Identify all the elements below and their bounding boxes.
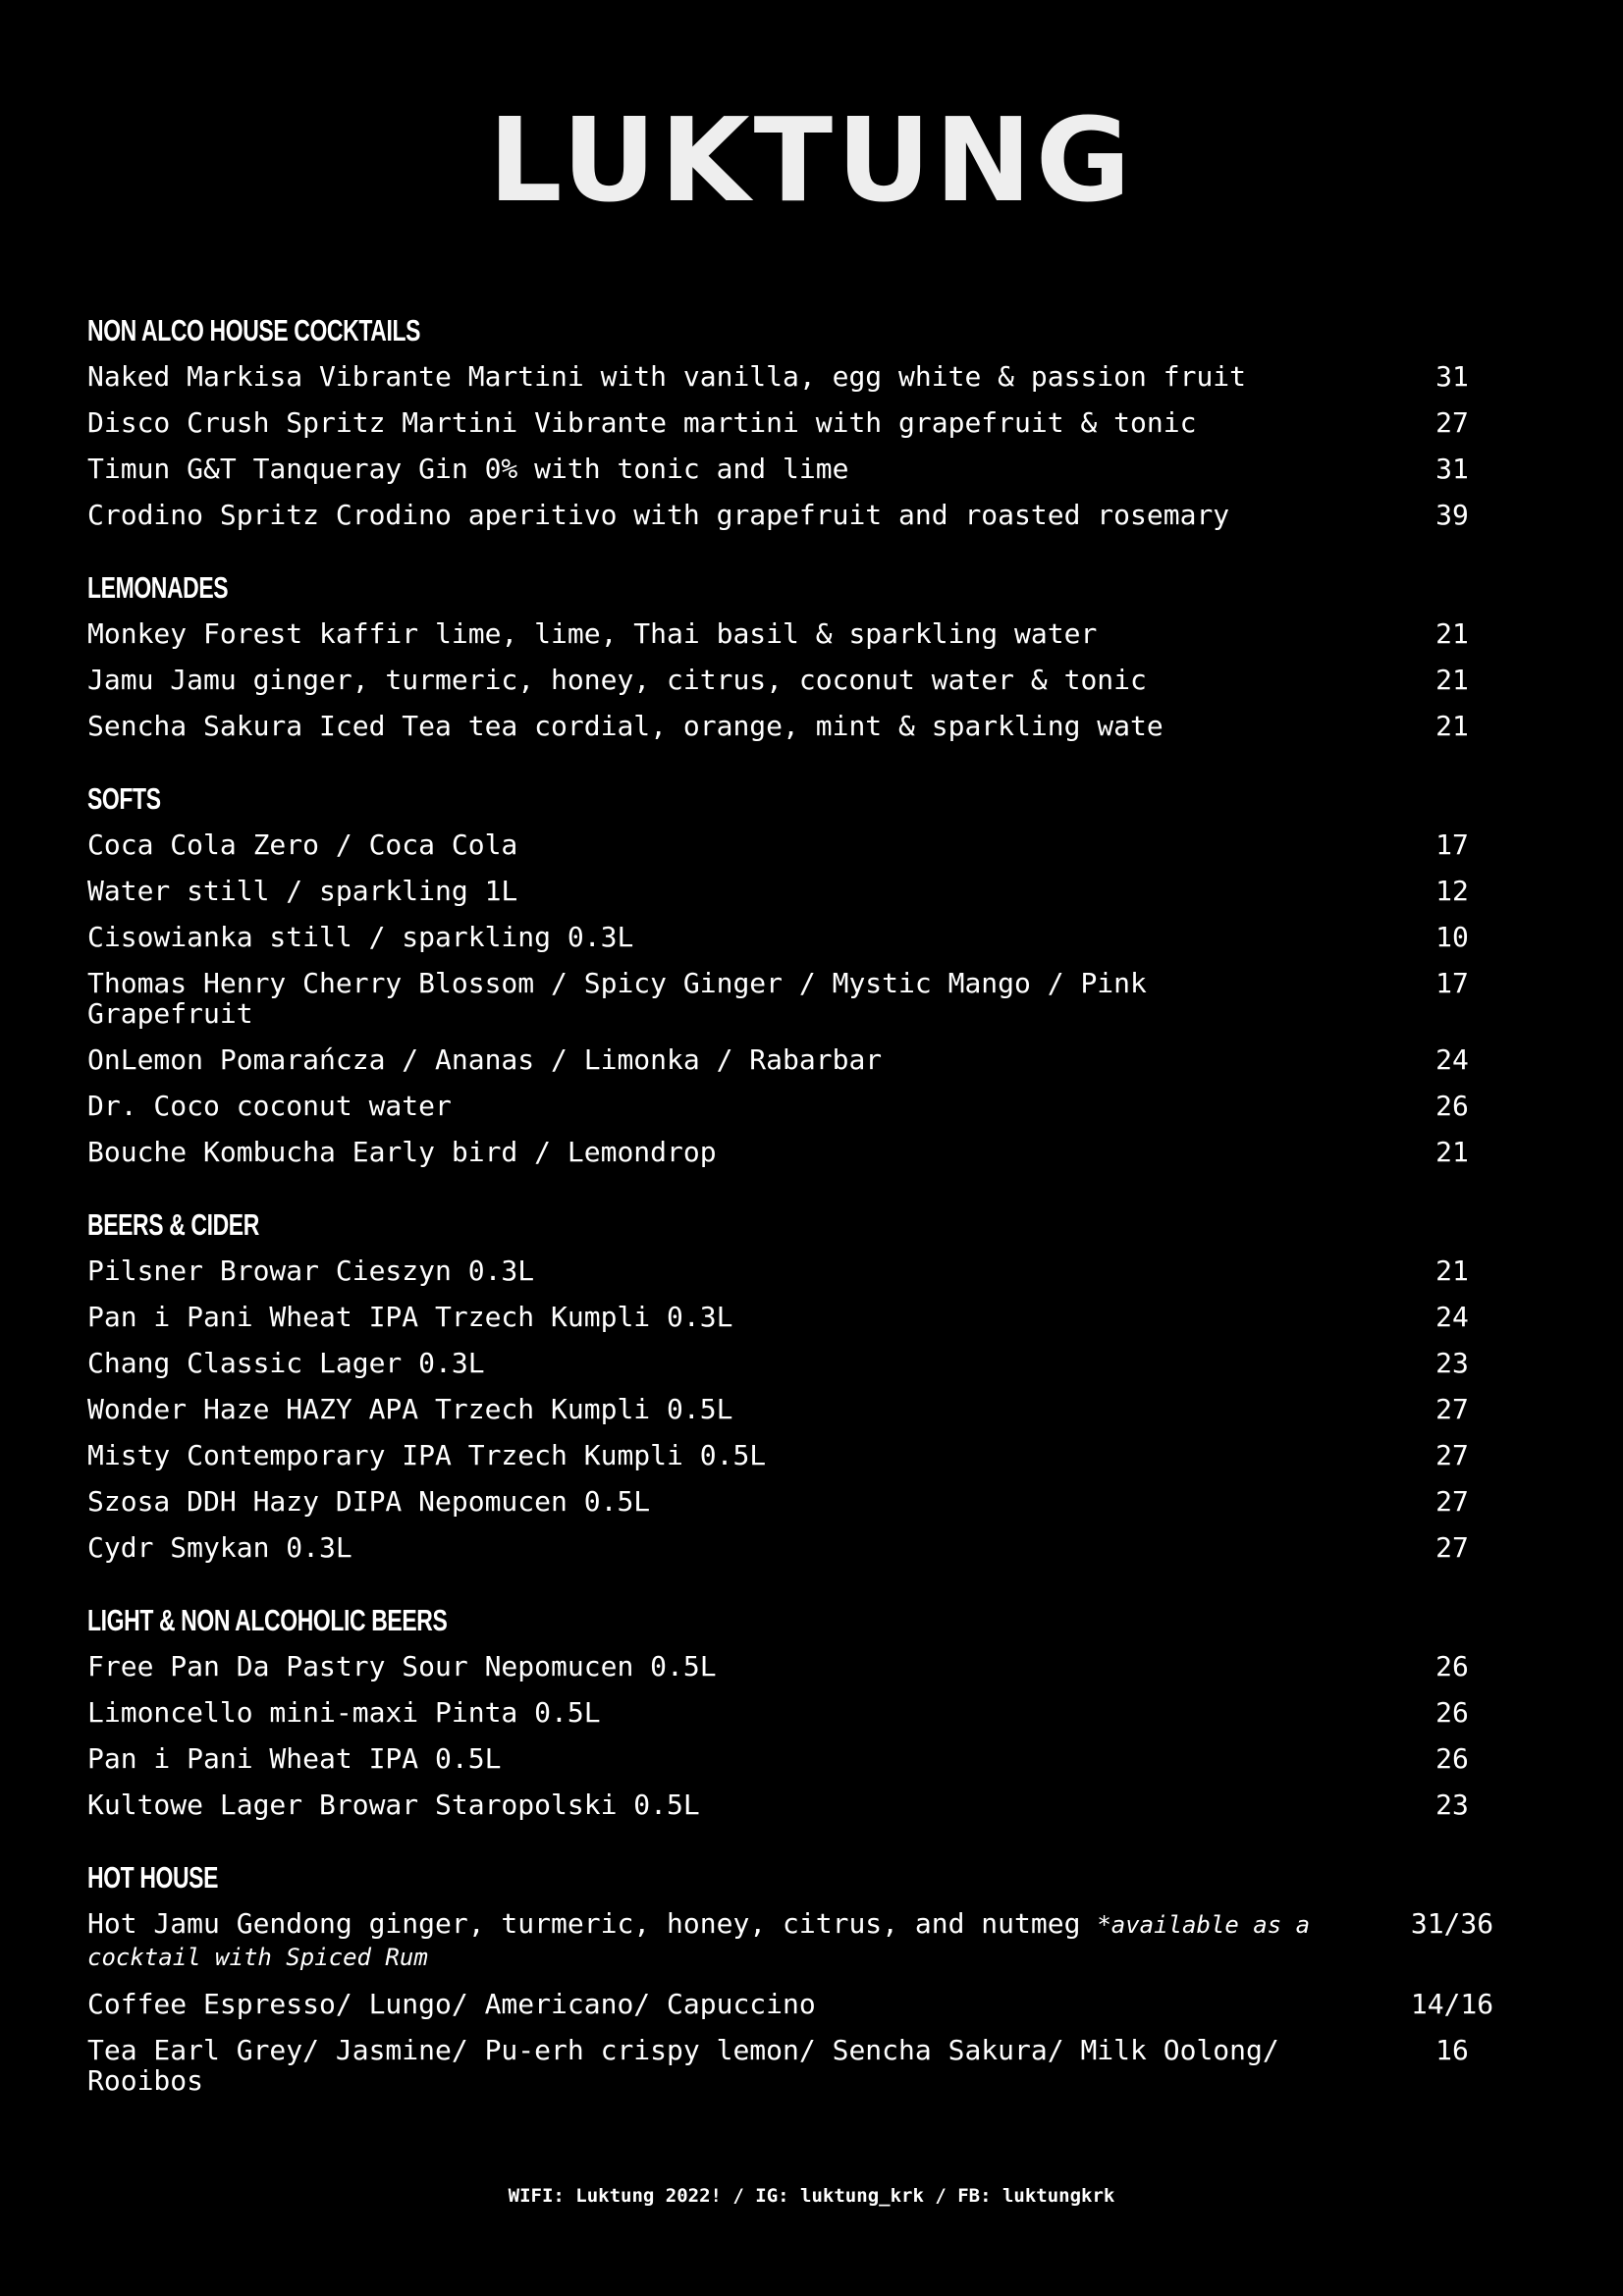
menu-item [87,1651,1541,1682]
item-price: 16 [1435,2034,1469,2066]
item-text-line: Tea Earl Grey/ Jasmine/ Pu-erh crispy lemon/ Sencha Sakura/ Milk Oolong/ [87,2034,1279,2066]
item-text: Coca Cola Zero / Coca Cola [87,828,518,861]
item-price: 21 [1435,1136,1469,1168]
item-text: Monkey Forest kaffir lime, lime, Thai basil & sparkling water [87,617,1098,650]
item-price: 21 [1435,617,1469,650]
item-price: 39 [1435,499,1469,531]
item-price: 17 [1435,967,1469,999]
menu-item [87,1532,1541,1563]
item-text: Dr. Coco coconut water [87,1090,452,1122]
item-price: 26 [1435,1090,1469,1122]
item-price: 12 [1435,875,1469,907]
menu-item [87,1440,1541,1470]
item-text [87,968,1364,1029]
section-title: SOFTS [87,781,161,816]
section-hot-house [87,1859,1541,2096]
item-price: 26 [1435,1742,1469,1775]
logo: LUKTUNG [488,92,1135,228]
menu-item [87,1348,1541,1378]
menu-item [87,1137,1541,1167]
menu-item [87,1394,1541,1424]
section-title: HOT HOUSE [87,1860,219,1895]
section-non-alco-cocktails [87,312,1541,530]
item-text: Kultowe Lager Browar Staropolski 0.5L [87,1789,700,1821]
item-price: 31/36 [1410,1907,1494,1940]
item-text: Naked Markisa Vibrante Martini with vanilla, egg white & passion fruit [87,360,1247,393]
item-text-line: Grapefruit [87,997,253,1030]
section-lemonades [87,569,1541,741]
section-title: LIGHT & NON ALCOHOLIC BEERS [87,1603,448,1637]
item-text: Chang Classic Lager 0.3L [87,1347,485,1379]
item-text: Crodino Spritz Crodino aperitivo with grapefruit and roasted rosemary [87,499,1230,531]
menu-item [87,1091,1541,1121]
item-text: Wonder Haze HAZY APA Trzech Kumpli 0.5L [87,1393,733,1425]
item-price: 23 [1435,1347,1469,1379]
item-text: Pan i Pani Wheat IPA 0.5L [87,1742,502,1775]
item-text: Free Pan Da Pastry Sour Nepomucen 0.5L [87,1650,717,1682]
item-text: Water still / sparkling 1L [87,875,518,907]
item-text: Disco Crush Spritz Martini Vibrante martini with grapefruit & tonic [87,406,1197,439]
item-text [87,1908,1364,1973]
item-text: Szosa DDH Hazy DIPA Nepomucen 0.5L [87,1485,651,1518]
section-softs [87,780,1541,1167]
section-beers-cider [87,1206,1541,1563]
menu-item [87,968,1541,1029]
menu-item [87,1697,1541,1728]
item-text [87,2035,1364,2096]
item-price: 27 [1435,1531,1469,1564]
menu-item [87,1789,1541,1820]
menu-item [87,922,1541,952]
menu-item [87,2035,1541,2096]
item-price: 21 [1435,664,1469,696]
menu-item [87,665,1541,695]
menu-item [87,829,1541,860]
menu-item [87,618,1541,649]
item-text: Pan i Pani Wheat IPA Trzech Kumpli 0.3L [87,1301,733,1333]
item-text: Jamu Jamu ginger, turmeric, honey, citrus, coconut water & tonic [87,664,1147,696]
item-text: OnLemon Pomarańcza / Ananas / Limonka / Rabarbar [87,1043,883,1076]
item-price: 10 [1435,921,1469,953]
menu-item [87,361,1541,392]
item-text: Limoncello mini-maxi Pinta 0.5L [87,1696,601,1729]
item-price: 27 [1435,406,1469,439]
item-price: 31 [1435,453,1469,485]
item-price: 26 [1435,1696,1469,1729]
menu-item [87,1908,1541,1973]
item-price: 21 [1435,1255,1469,1287]
item-price: 23 [1435,1789,1469,1821]
item-price: 26 [1435,1650,1469,1682]
item-price: 24 [1435,1301,1469,1333]
item-text: Coffee Espresso/ Lungo/ Americano/ Capuccino [87,1988,816,2020]
item-price: 17 [1435,828,1469,861]
menu-item [87,454,1541,484]
menu-item [87,711,1541,741]
item-price: 27 [1435,1393,1469,1425]
item-text: Pilsner Browar Cieszyn 0.3L [87,1255,535,1287]
item-price: 31 [1435,360,1469,393]
item-price: 27 [1435,1485,1469,1518]
menu-item [87,1044,1541,1075]
item-price: 27 [1435,1439,1469,1471]
section-title: LEMONADES [87,570,229,605]
menu-item [87,1743,1541,1774]
menu-item [87,500,1541,530]
menu [87,312,1541,2135]
section-light-non-alcoholic-beers [87,1602,1541,1820]
item-text-main: Hot Jamu Gendong ginger, turmeric, honey, citrus, and nutmeg [87,1907,1081,1940]
item-text: Timun G&T Tanqueray Gin 0% with tonic and lime [87,453,849,485]
menu-item [87,1302,1541,1332]
item-text-line: Thomas Henry Cherry Blossom / Spicy Ginger / Mystic Mango / Pink [87,967,1147,999]
menu-item [87,407,1541,438]
item-text: Misty Contemporary IPA Trzech Kumpli 0.5L [87,1439,767,1471]
item-text: Sencha Sakura Iced Tea tea cordial, orange, mint & sparkling wate [87,710,1163,742]
item-text: Bouche Kombucha Early bird / Lemondrop [87,1136,717,1168]
menu-item [87,1989,1541,2019]
section-title: BEERS & CIDER [87,1207,259,1242]
section-title: NON ALCO HOUSE COCKTAILS [87,313,421,347]
item-text-line: Rooibos [87,2064,204,2097]
item-price: 24 [1435,1043,1469,1076]
item-text: Cisowianka still / sparkling 0.3L [87,921,634,953]
menu-item [87,876,1541,906]
menu-item [87,1486,1541,1517]
item-price: 14/16 [1410,1988,1494,2020]
item-price: 21 [1435,710,1469,742]
item-note: *available as a cocktail with Spiced Rum [87,1911,1311,1971]
footer-info: WIFI: Luktung 2022! / IG: luktung_krk / FB: luktungkrk [508,2185,1115,2207]
item-text: Cydr Smykan 0.3L [87,1531,352,1564]
menu-item [87,1255,1541,1286]
